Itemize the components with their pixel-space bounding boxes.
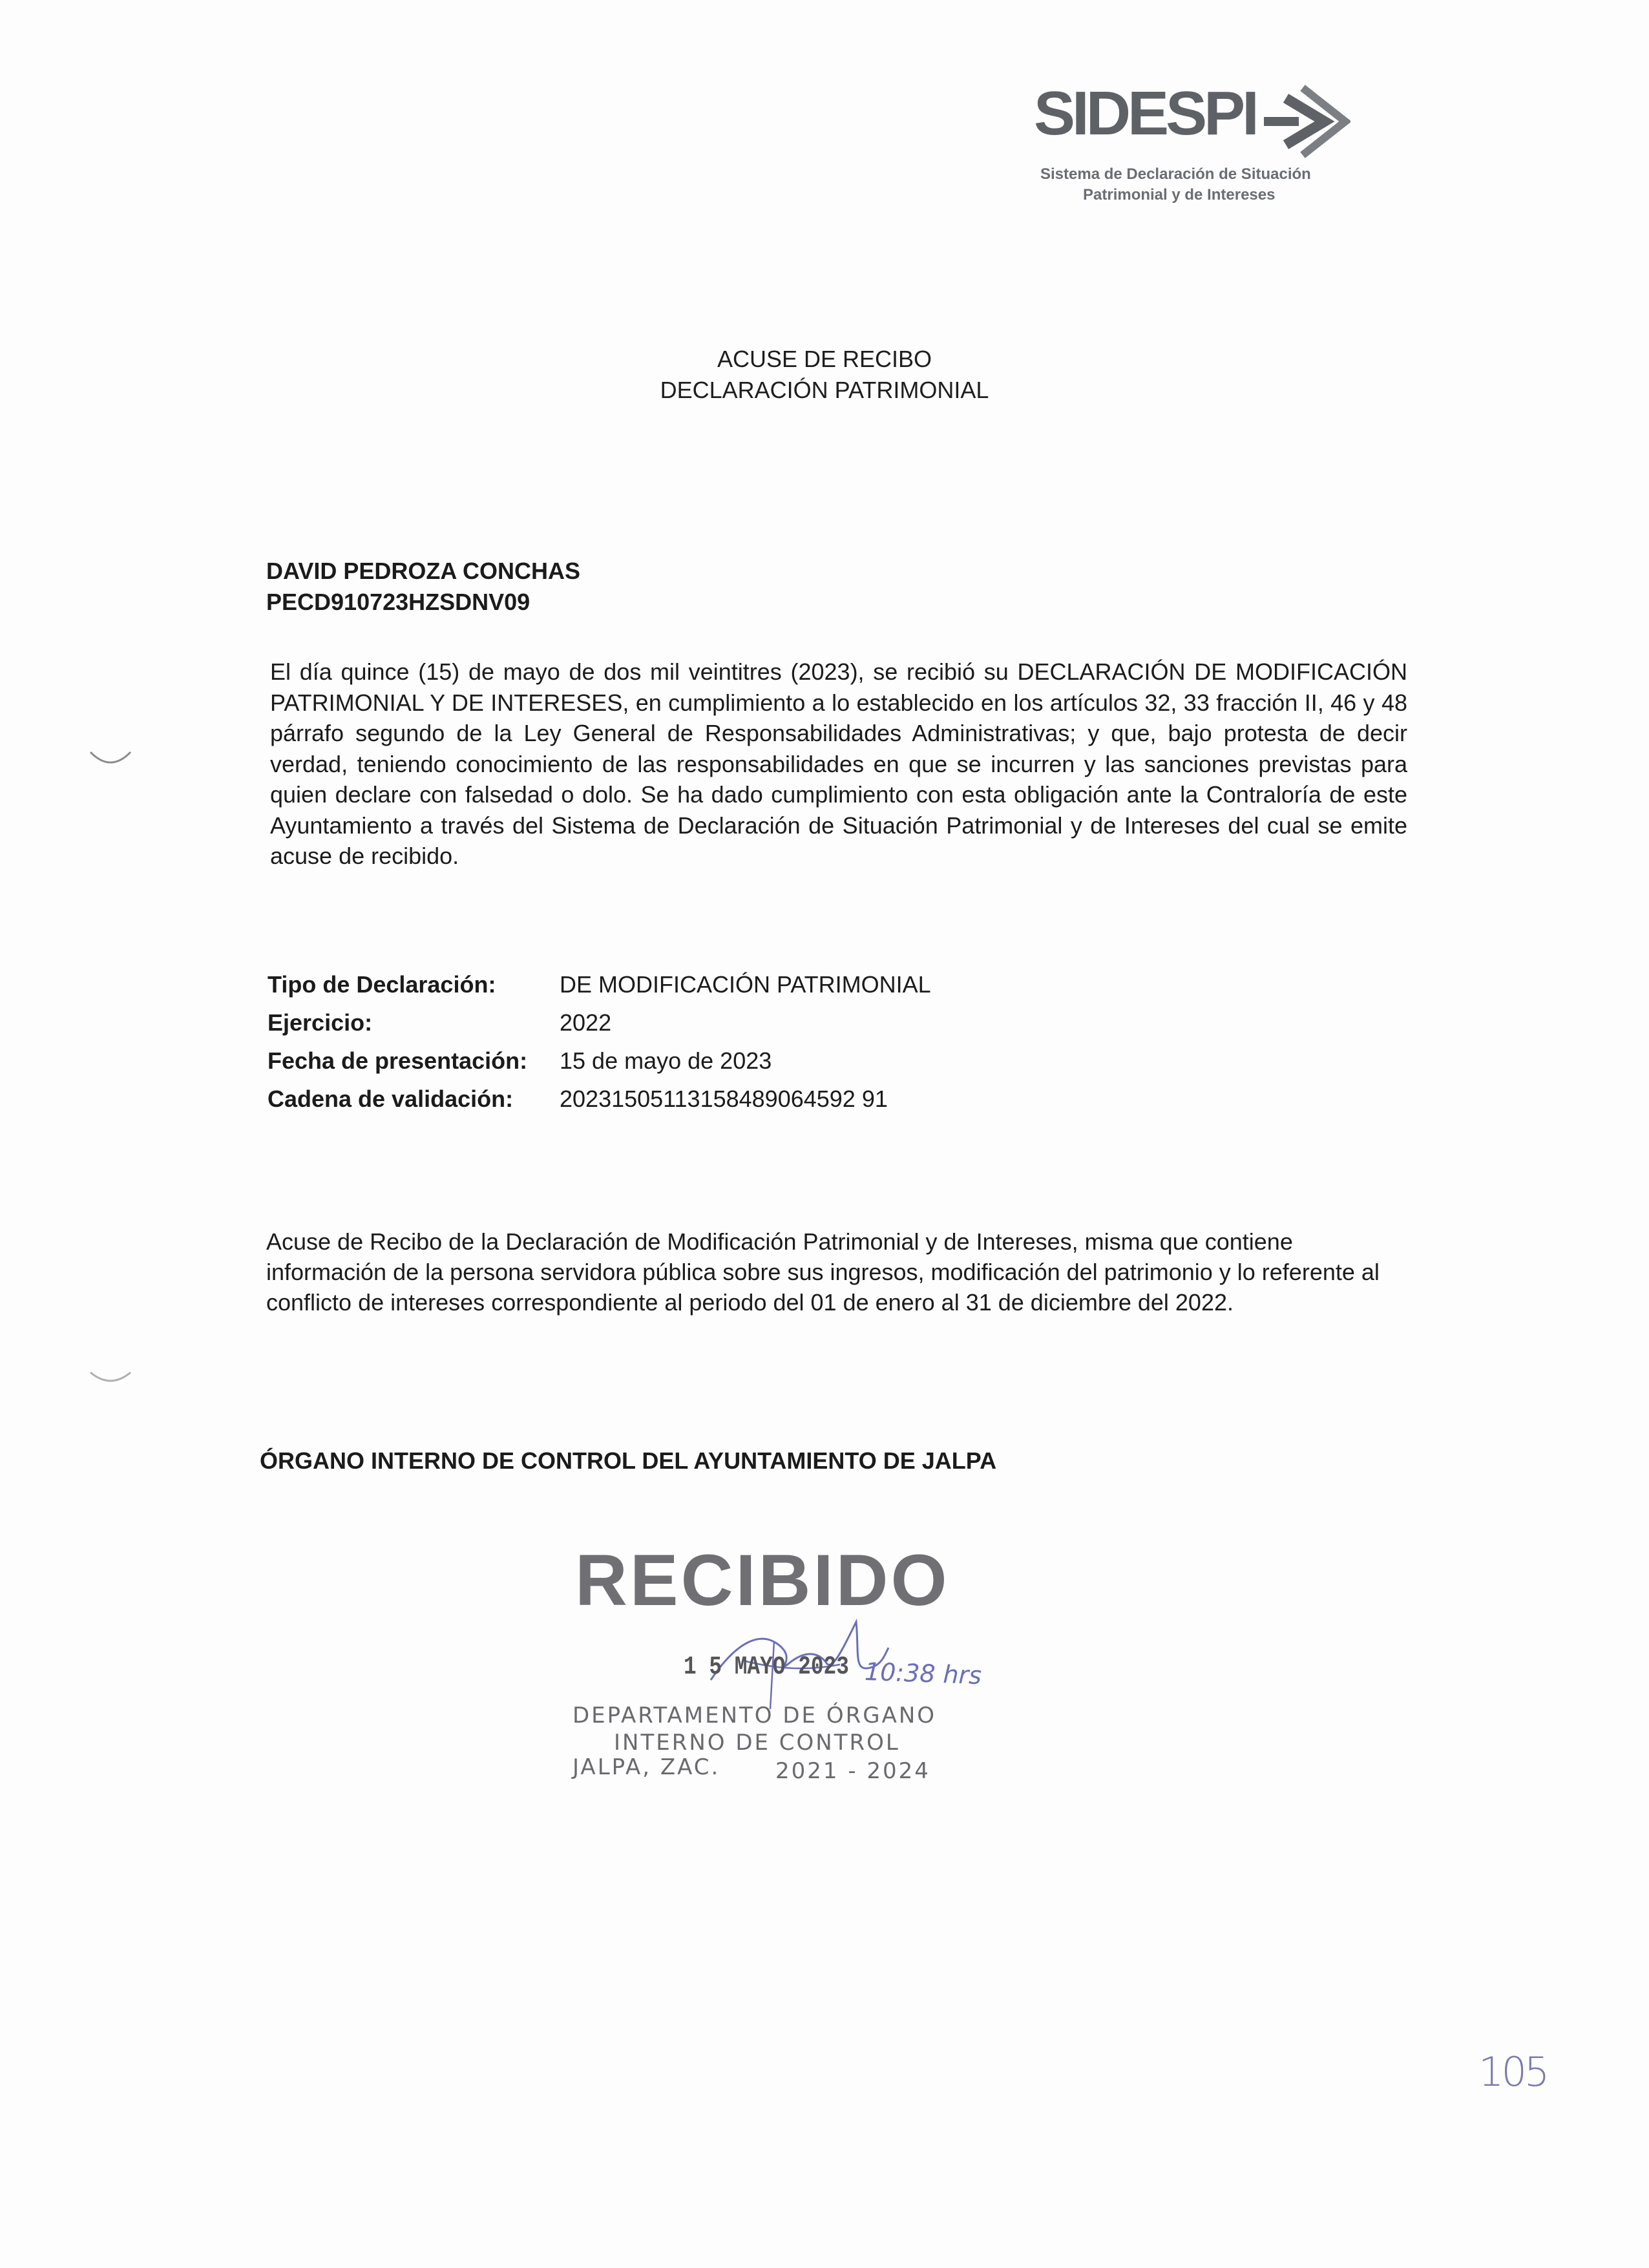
detail-value: 20231505113158489064592 91 [560, 1086, 888, 1112]
handwritten-page-number: 105 [1478, 2048, 1548, 2095]
stamp-date: 1 5 MAYO 2023 [684, 1653, 849, 1682]
detail-label: Tipo de Declaración: [268, 971, 496, 998]
recipient-name: DAVID PEDROZA CONCHAS [266, 558, 581, 584]
detail-value: 15 de mayo de 2023 [560, 1047, 772, 1074]
detail-label: Fecha de presentación: [268, 1047, 528, 1074]
body-paragraph-1: El día quince (15) de mayo de dos mil veintitres (2023), se recibió su DECLARACIÓN DE MODIFICACIÓN PATRIMONIAL Y DE INTERESES, en cumplimiento a lo establecido en los artículos 32, 33 fracción II, 46 y 48 párrafo segundo de la Ley General de Responsabilidades Administrativas; y que, bajo protesta de decir verdad, teniendo conocimiento de las responsabilidades en que se incurren y las sanciones previstas para quien declare con falsedad o dolo. Se ha dado cumplimiento con esta obligación ante la Contraloría de este Ayuntamiento a través del Sistema de Declaración de Situación Patrimonial y de Intereses del cual se emite acuse de recibido. [270, 658, 1407, 869]
stamp-department-line2: INTERNO DE CONTROL [614, 1730, 900, 1756]
stamp-location: JALPA, ZAC. [572, 1754, 720, 1780]
stamp-department-line1: DEPARTAMENTO DE ÓRGANO [572, 1703, 937, 1728]
logo-wordmark: SIDESPI [1034, 79, 1256, 148]
logo-subtitle-line1: Sistema de Declaración de Situación [1040, 165, 1311, 183]
detail-label: Ejercicio: [268, 1009, 373, 1036]
issuing-organ: ÓRGANO INTERNO DE CONTROL DEL AYUNTAMIENTO DE JALPA [260, 1447, 997, 1474]
punch-hole-mark [88, 750, 133, 769]
logo-subtitle-line2: Patrimonial y de Intereses [1083, 186, 1276, 204]
detail-label: Cadena de validación: [268, 1086, 514, 1112]
document-title-line1: ACUSE DE RECIBO [717, 346, 932, 372]
body-paragraph-2: Acuse de Recibo de la Declaración de Modificación Patrimonial y de Intereses, misma que contiene información de la persona servidora pública sobre sus ingresos, modificación del patrimonio y lo referente al conflicto de intereses correspondiente al periodo del 01 de enero al 31 de diciembre del 2022. [266, 1228, 1380, 1316]
detail-value: 2022 [560, 1009, 612, 1036]
sidespi-logo [1034, 79, 1370, 212]
stamp-received-title: RECIBIDO [575, 1540, 950, 1621]
stamp-period: 2021 - 2024 [775, 1758, 930, 1784]
document-title-line2: DECLARACIÓN PATRIMONIAL [660, 377, 989, 403]
recipient-rfc: PECD910723HZSDNV09 [266, 589, 530, 615]
detail-value: DE MODIFICACIÓN PATRIMONIAL [560, 971, 931, 998]
punch-hole-mark [88, 1370, 133, 1389]
logo-arrow-icon [1260, 84, 1350, 162]
handwritten-time: 10:38 hrs [864, 1657, 982, 1690]
